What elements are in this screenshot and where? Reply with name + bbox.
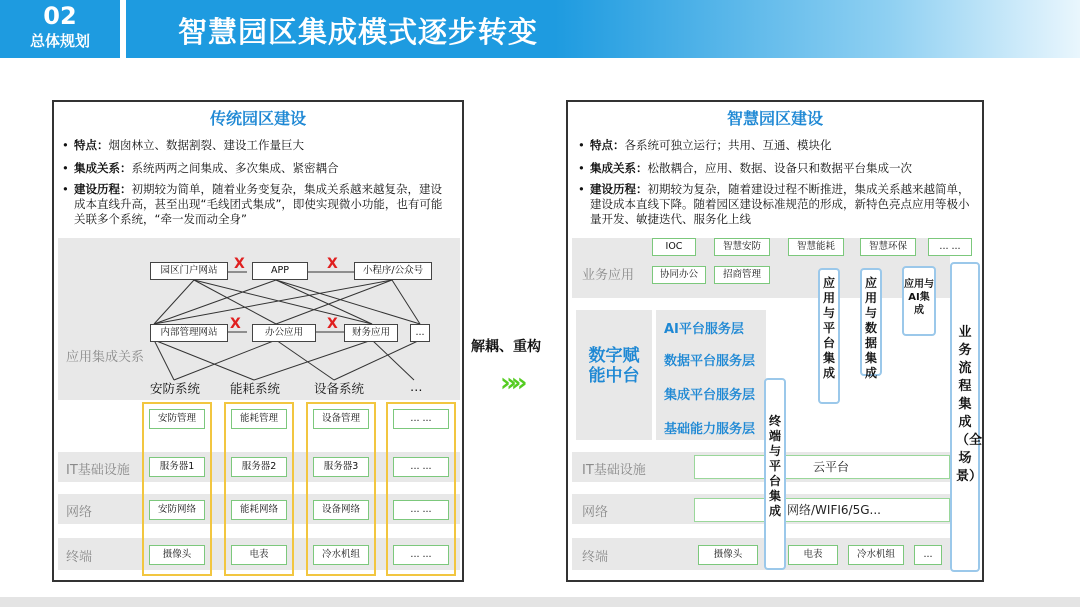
right-bullet-1: • 特点：各系统可独立运行；共用、互通、模块化	[578, 138, 832, 152]
mgmt-equipment: 设备管理	[313, 409, 369, 429]
app-office: 办公应用	[252, 324, 316, 342]
right-bullet-3: • 建设历程：初期较为复杂，随着建设过程不断推进，集成关系越来越简单，建设成本直线下降。随着园区建设标准规范的形成，新特色亮点应用等极小量开发、敏捷迭代、服务化上线	[578, 182, 970, 226]
left-bullet-2-key: 集成关系：	[74, 161, 132, 175]
app-ioc: IOC	[652, 238, 696, 256]
system-equipment: 设备系统	[314, 381, 365, 396]
terminal-meter: 电表	[788, 545, 838, 565]
business-flow-integration	[950, 262, 983, 572]
traditional-park-panel	[52, 100, 464, 582]
terminal-label: 终端	[66, 550, 93, 565]
app-mobile: APP	[252, 262, 308, 280]
term-label: 终端	[582, 550, 609, 565]
left-bullet-3-text: 初期较为简单，随着业务变复杂，集成关系越来越复杂，建设成本直线升高，甚至出现“毛线团式集成”，即使实现微小功能，也有可能关联多个系统，“牵一发而动全身”	[74, 182, 443, 226]
left-bullet-3: • 建设历程：初期较为简单，随着业务变复杂，集成关系越来越复杂，建设成本直线升高，甚至出现“毛线团式集成”，即使实现微小功能，也有可能关联多个系统，“牵一发而动全身”	[62, 182, 443, 226]
decouple-restructure-label: 解耦、重构	[471, 339, 541, 355]
app-platform-integration-text: 应用与平台集成	[822, 276, 835, 380]
decouple-cross-3: X	[230, 316, 241, 332]
network-bar: 网络/WIFI6/5G...	[694, 498, 950, 522]
terminal-meter: 电表	[231, 545, 287, 565]
terminal-platform-integration	[764, 378, 786, 570]
app-more: ... ...	[928, 238, 972, 256]
app-collaboration: 协同办公	[652, 266, 706, 284]
layer-basic: 基础能力服务层	[664, 422, 756, 437]
app-ai-integration-text: 应用与AI集成	[904, 279, 934, 316]
terminal-more: ...	[914, 545, 942, 565]
decouple-cross-4: X	[327, 316, 338, 332]
net-label: 网络	[582, 505, 609, 520]
system-security: 安防系统	[150, 381, 201, 396]
app-internal-site: 内部管理网站	[150, 324, 228, 342]
app-miniprogram: 小程序/公众号	[354, 262, 432, 280]
terminal-chiller: 冷水机组	[848, 545, 904, 565]
layer-integration: 集成平台服务层	[664, 388, 756, 403]
app-data-integration-text: 应用与数据集成	[864, 276, 877, 380]
page-title: 智慧园区集成模式逐步转变	[178, 15, 539, 49]
app-smart-energy: 智慧能耗	[788, 238, 844, 256]
mgmt-more: ... ...	[393, 409, 449, 429]
app-ai-integration	[902, 266, 936, 336]
it-label: IT基础设施	[66, 463, 130, 478]
decouple-cross-1: X	[234, 256, 245, 272]
network-more: ... ...	[393, 500, 449, 520]
right-bullet-2-key: 集成关系：	[590, 161, 648, 175]
transition-arrow-icon: »»	[500, 368, 522, 398]
terminal-chiller: 冷水机组	[313, 545, 369, 565]
section-name: 总体规划	[29, 32, 90, 50]
mgmt-security: 安防管理	[149, 409, 205, 429]
cloud-platform: 云平台	[694, 455, 950, 479]
terminal-more: ... ...	[393, 545, 449, 565]
it-label: IT基础设施	[582, 463, 646, 478]
left-bullet-1: • 特点：烟囱林立、数据割裂、建设工作量巨大	[62, 138, 304, 152]
server-3: 服务器3	[313, 457, 369, 477]
layer-data: 数据平台服务层	[664, 354, 756, 369]
business-flow-integration-text: 业务流程集成（全场景）	[956, 325, 983, 484]
right-bullet-2-text: 松散耦合，应用、数据、设备只和数据平台集成一次	[647, 161, 912, 175]
decouple-cross-2: X	[327, 256, 338, 272]
app-more: ...	[410, 324, 430, 342]
left-bullet-2: • 集成关系：系统两两之间集成、多次集成、紧密耦合	[62, 161, 339, 175]
smart-park-panel	[566, 100, 984, 582]
right-panel-title: 智慧园区建设	[726, 109, 823, 128]
section-badge	[0, 0, 120, 58]
right-bullet-2: • 集成关系：松散耦合，应用、数据、设备只和数据平台集成一次	[578, 161, 912, 175]
system-more: …	[410, 379, 423, 394]
left-bullet-1-key: 特点：	[74, 138, 109, 152]
network-energy: 能耗网络	[231, 500, 287, 520]
terminal-camera: 摄像头	[149, 545, 205, 565]
left-bullet-3-key: 建设历程：	[74, 182, 132, 196]
app-smart-environment: 智慧环保	[860, 238, 916, 256]
right-bullet-1-key: 特点：	[590, 138, 625, 152]
app-platform-integration	[818, 268, 840, 404]
network-security: 安防网络	[149, 500, 205, 520]
server-1: 服务器1	[149, 457, 205, 477]
terminal-platform-integration-text: 终端与平台集成	[768, 414, 781, 518]
server-more: ... ...	[393, 457, 449, 477]
left-bullet-2-text: 系统两两之间集成、多次集成、紧密耦合	[131, 161, 339, 175]
left-bullet-1-text: 烟囱林立、数据割裂、建设工作量巨大	[108, 138, 304, 152]
app-data-integration	[860, 268, 882, 380]
mgmt-energy: 能耗管理	[231, 409, 287, 429]
business-apps-label: 业务应用	[582, 268, 635, 283]
section-number: 02	[43, 2, 77, 30]
network-label: 网络	[66, 505, 93, 520]
app-smart-security: 智慧安防	[714, 238, 770, 256]
left-panel-title: 传统园区建设	[209, 109, 306, 128]
terminal-camera: 摄像头	[698, 545, 758, 565]
right-bullet-3-text: 初期较为复杂，随着建设过程不断推进，集成关系越来越简单，建设成本直线下降。随着园区建设标准规范的形成，新特色亮点应用等极小量开发、敏捷迭代、服务化上线	[590, 182, 970, 226]
right-bullet-3-key: 建设历程：	[590, 182, 648, 196]
layer-ai: AI平台服务层	[664, 322, 744, 337]
system-energy: 能耗系统	[230, 381, 281, 396]
footer-line	[0, 597, 1080, 607]
right-bullet-1-text: 各系统可独立运行；共用、互通、模块化	[624, 138, 832, 152]
app-investment: 招商管理	[714, 266, 770, 284]
app-portal-site: 园区门户网站	[150, 262, 228, 280]
server-2: 服务器2	[231, 457, 287, 477]
network-equipment: 设备网络	[313, 500, 369, 520]
app-finance: 财务应用	[344, 324, 398, 342]
coupling-lines	[54, 102, 464, 402]
middle-platform-label: 数字赋能中台	[588, 346, 640, 386]
integration-label: 应用集成关系	[66, 350, 145, 365]
